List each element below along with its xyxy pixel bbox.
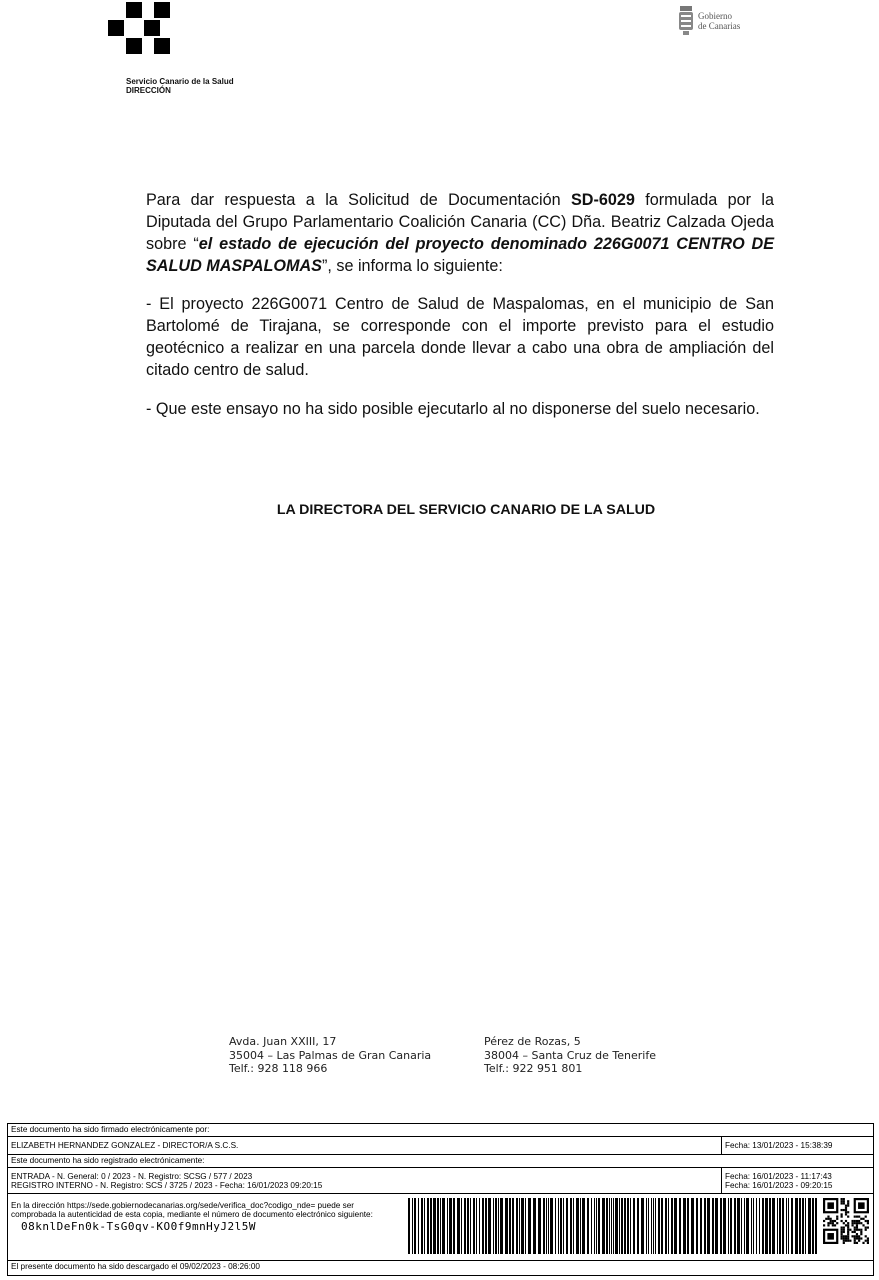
org-unit: DIRECCIÓN [126,86,171,95]
intro-text-1: Para dar respuesta a la Solicitud de Documentación [146,191,571,209]
address-phone: Telf.: 928 118 966 [229,1062,328,1075]
verification-text: En la dirección https://sede.gobiernodecanarias.org/sede/verifica_doc?codigo_nde= puede ser comprobada la autenticidad de esta copia, mediante el número de documento electrónico siguiente: [11,1201,373,1219]
org-block [126,77,234,95]
org-name: Servicio Canario de la Salud [126,77,234,86]
gov-logo-line2: de Canarias [698,21,741,31]
gov-logo-line1: Gobierno [698,11,732,21]
request-number: SD-6029 [570,191,635,209]
coat-of-arms-icon [678,6,694,36]
address-city: 38004 – Santa Cruz de Tenerife [484,1048,656,1062]
internal-registry-line: REGISTRO INTERNO - N. Registro: SCS / 3725 / 2023 - Fecha: 16/01/2023 09:20:15 [11,1181,323,1190]
request-subject: el estado de ejecución del proyecto denominado 226G0071 CENTRO DE SALUD MASPALOMAS [146,235,774,275]
signer-title: LA DIRECTORA DEL SERVICIO CANARIO DE LA SALUD [276,502,656,518]
signer-name: ELIZABETH HERNANDEZ GONZALEZ - DIRECTOR/A S.C.S. [11,1141,239,1150]
registry-row [8,1168,873,1194]
barcode [408,1198,820,1254]
address-phone: Telf.: 922 951 801 [484,1062,583,1075]
address-las-palmas [229,1035,431,1076]
signed-label: Este documento ha sido firmado electrónicamente por: [11,1125,210,1134]
signature-footer [7,1123,874,1276]
internal-date: Fecha: 16/01/2023 - 09:20:15 [725,1181,833,1190]
paragraph-trial: - Que este ensayo no ha sido posible ejecutarlo al no disponerse del suelo necesario. [146,400,760,418]
paragraph-intro [146,189,774,277]
registered-label-row [8,1155,873,1168]
signed-label-row [8,1124,873,1137]
address-santa-cruz [484,1035,656,1076]
entry-line: ENTRADA - N. General: 0 / 2023 - N. Registro: SCSG / 577 / 2023 [11,1172,253,1181]
address-city: 35004 – Las Palmas de Gran Canaria [229,1048,432,1062]
download-note: El presente documento ha sido descargado el 09/02/2023 - 08:26:00 [11,1262,260,1271]
address-street: Avda. Juan XXIII, 17 [229,1035,337,1048]
intro-text-3: ”, se informa lo siguiente: [321,257,503,275]
signed-date: Fecha: 13/01/2023 - 15:38:39 [725,1141,833,1150]
registered-label: Este documento ha sido registrado electrónicamente: [11,1156,205,1165]
qr-code [823,1198,869,1244]
paragraph-project: - El proyecto 226G0071 Centro de Salud de Maspalomas, en el municipio de San Bartolomé de Tirajana, se corresponde con el importe previsto para el estudio geotécnico a realizar en una parcela donde llevar a cabo una obra de ampliación del citado centro de salud. [146,295,774,379]
intro-text-2: formulada por la Diputada del Grupo Parlamentario Coalición Canaria (CC) Dña. Beatriz Calzada Ojeda sobre “ [146,191,774,253]
signer-row [8,1137,873,1155]
verification-row [8,1194,873,1261]
csv-code: 08knlDeFn0k-TsG0qv-KO0f9mnHyJ2l5W [21,1220,257,1233]
address-street: Pérez de Rozas, 5 [484,1035,581,1048]
gobierno-canarias-logo [678,6,740,36]
entry-date: Fecha: 16/01/2023 - 11:17:43 [725,1172,832,1181]
scs-logo [108,2,170,54]
